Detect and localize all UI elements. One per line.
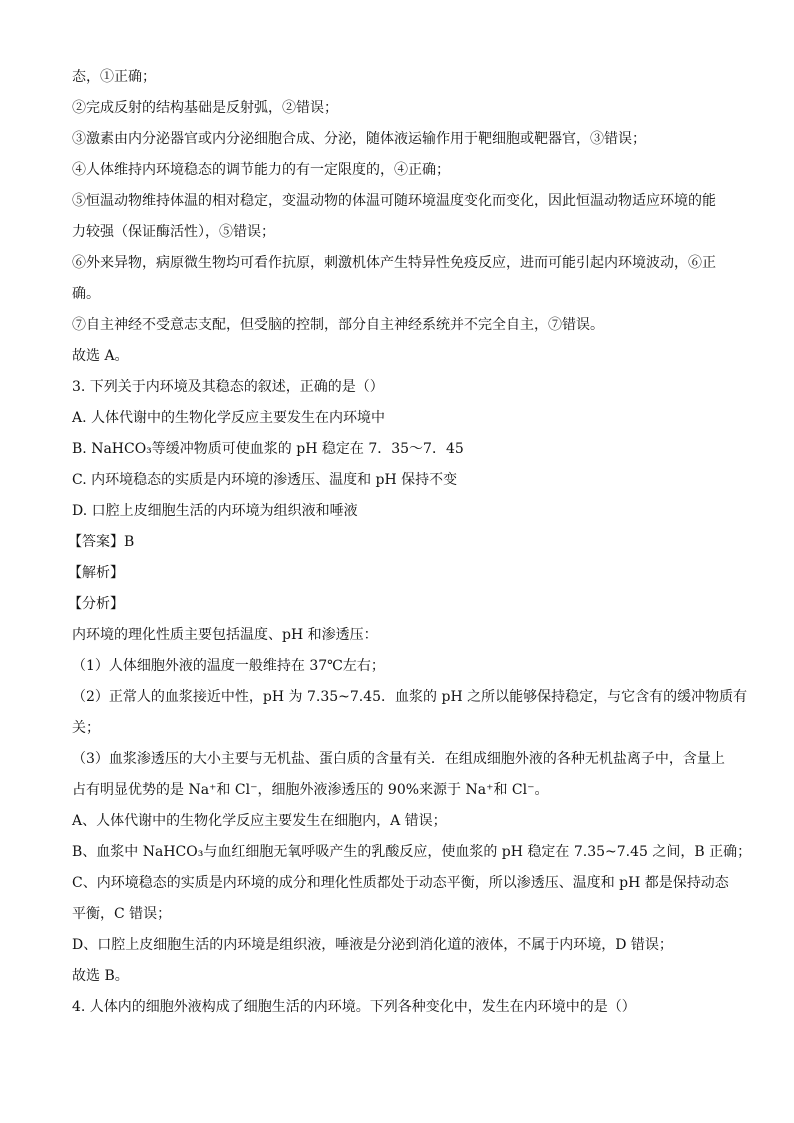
option-c: C. 内环境稳态的实质是内环境的渗透压、温度和 pH 保持不变 [72, 472, 458, 488]
text-line: C、内环境稳态的实质是内环境的成分和理化性质都处于动态平衡，所以渗透压、温度和 pH 都是保持动态 [72, 875, 729, 891]
text-line: D、口腔上皮细胞生活的内环境是组织液，唾液是分泌到消化道的液体，不属于内环境，D 错误； [72, 937, 673, 953]
text-line: B、血浆中 NaHCO₃与血红细胞无氧呼吸产生的乳酸反应，使血浆的 pH 稳定在 7.35~7.45 之间，B 正确； [72, 844, 752, 860]
text-line: ⑦自主神经不受意志支配，但受脑的控制，部分自主神经系统并不完全自主，⑦错误。 [72, 317, 604, 333]
text-line: 关； [72, 720, 100, 736]
text-line: （2）正常人的血浆接近中性，pH 为 7.35~7.45．血浆的 pH 之所以能够保持稳定，与它含有的缓冲物质有 [72, 689, 748, 705]
option-b: B. NaHCO₃等缓冲物质可使血浆的 pH 稳定在 7．35～7．45 [72, 441, 464, 457]
text-line: 故选 A。 [72, 348, 129, 364]
answer-heading: 【答案】B [68, 534, 135, 550]
text-line: 内环境的理化性质主要包括温度、pH 和渗透压： [72, 627, 378, 643]
question-title: 4. 人体内的细胞外液构成了细胞生活的内环境。下列各种变化中，发生在内环境中的是（） [72, 999, 636, 1015]
text-line: 占有明显优势的是 Na⁺和 Cl⁻，细胞外液渗透压的 90%来源于 Na⁺和 Cl⁻。 [72, 782, 549, 798]
text-line: 故选 B。 [72, 968, 129, 984]
breakdown-heading: 【分析】 [68, 596, 124, 612]
text-line: ⑤恒温动物维持体温的相对稳定，变温动物的体温可随环境温度变化而变化，因此恒温动物适应环境的能 [72, 193, 716, 209]
text-line: 确。 [72, 286, 100, 302]
text-line: ③激素由内分泌器官或内分泌细胞合成、分泌，随体液运输作用于靶细胞或靶器官，③错误； [72, 131, 646, 147]
text-line: ⑥外来异物，病原微生物均可看作抗原，刺激机体产生特异性免疫反应，进而可能引起内环境波动，⑥正 [72, 255, 716, 271]
analysis-heading: 【解析】 [68, 565, 124, 581]
text-line: （3）血浆渗透压的大小主要与无机盐、蛋白质的含量有关．在组成细胞外液的各种无机盐离子中，含量上 [72, 751, 725, 767]
option-d: D. 口腔上皮细胞生活的内环境为组织液和唾液 [72, 503, 358, 519]
text-line: A、人体代谢中的生物化学反应主要发生在细胞内，A 错误； [72, 813, 447, 829]
text-line: 态，①正确； [72, 69, 156, 85]
option-a: A. 人体代谢中的生物化学反应主要发生在内环境中 [72, 410, 386, 426]
text-line: （1）人体细胞外液的温度一般维持在 37℃左右； [72, 658, 385, 674]
question-title: 3. 下列关于内环境及其稳态的叙述，正确的是（） [72, 379, 384, 395]
text-line: ④人体维持内环境稳态的调节能力的有一定限度的，④正确； [72, 162, 450, 178]
text-line: ②完成反射的结构基础是反射弧，②错误； [72, 100, 338, 116]
text-line: 力较强（保证酶活性），⑤错误； [72, 224, 275, 240]
document-page [68, 62, 752, 1023]
text-line: 平衡，C 错误； [72, 906, 172, 922]
